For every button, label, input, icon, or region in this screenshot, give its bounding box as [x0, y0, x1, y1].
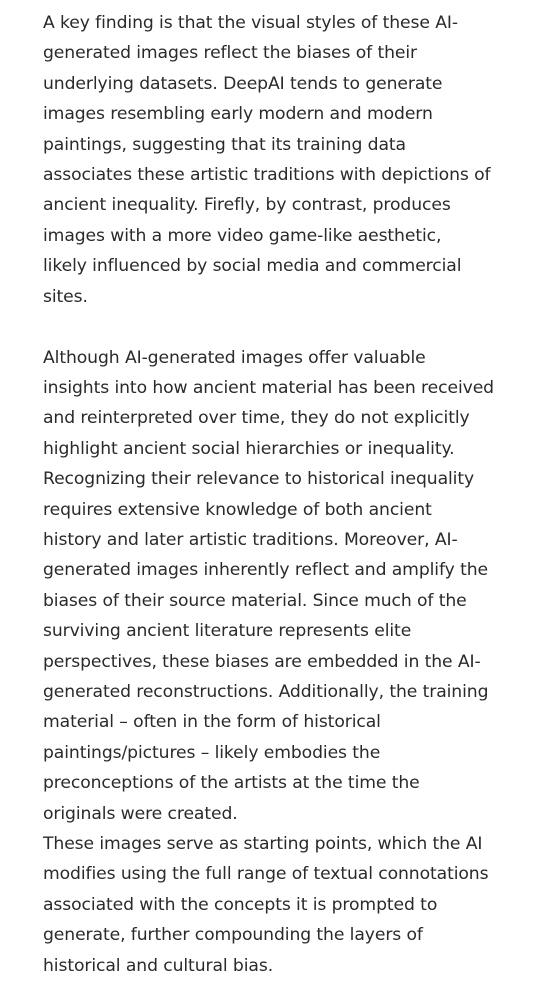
paragraph-starting-points: These images serve as starting points, which the AI modifies using the full range of textual connotations associated with the concepts it is prompted to generate, further compounding the layers of historical and cultural bias.: [43, 834, 489, 976]
paragraph-limitations: Although AI-generated images offer valuable insights into how ancient material has been received and reinterpreted over time, they do not explicitly highlight ancient social hierarchies or inequality. Recognizing their relevance to historical inequality requires extensive knowledge of both ancient history and later artistic traditions. Moreover, AI- generated images inherently reflect and amplify the biases of their source material. Since much of the surviving ancient literature represents elite perspectives, these biases are embedded in the AI- generated reconstructions. Additionally, the training material – often in the form of historical paintings/pictures – likely embodies the preconceptions of the artists at the time the originals were created.: [43, 347, 494, 824]
paragraph-key-finding: A key finding is that the visual styles of these AI- generated images reflect the biases of their underlying datasets. DeepAI tends to generate images resembling early modern and modern paintings, suggesting that its training data associates these artistic traditions with depictions of ancient inequality. Firefly, by contrast, produces images with a more video game-like aesthetic, likely influenced by social media and commercial sites.: [43, 13, 491, 307]
